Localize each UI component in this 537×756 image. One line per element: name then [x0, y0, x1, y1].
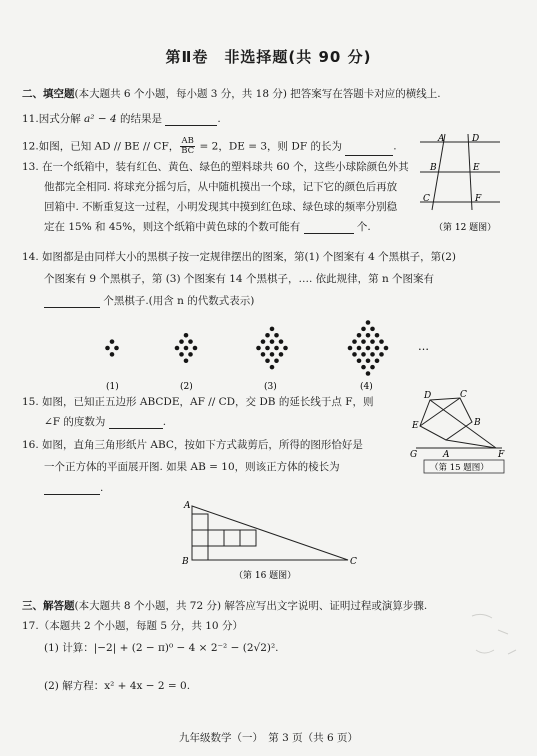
black-piece: [357, 346, 362, 351]
black-piece: [279, 352, 284, 357]
black-piece: [188, 352, 193, 357]
label-b: B: [474, 418, 481, 428]
fraction-numerator: AB: [181, 136, 194, 146]
q15-line-1: 15. 如图，已知正五边形 ABCDE，AF // CD，交 DB 的延长线于点 F，则: [22, 396, 374, 408]
q14-line-2: 个图案有 9 个黑棋子，第 (3) 个图案有 14 个黑棋子，…. 依此规律，第 n 个图案有: [44, 273, 435, 285]
figure-15: [410, 388, 515, 480]
q13-line-3: 回箱中. 不断重复这一过程，小明发现其中摸到红色球、绿色球的频率分别稳: [44, 201, 398, 213]
q14-line-3: [44, 295, 254, 308]
answer-blank[interactable]: [44, 494, 100, 495]
q12-fraction: [180, 137, 195, 156]
figure-15-caption: （第 15 题图）: [430, 463, 489, 473]
q11: 11.因式分解 a² − 4 的结果是 .: [22, 113, 221, 125]
black-piece: [361, 352, 366, 357]
q13-line-1: 13. 在一个纸箱中，装有红色、黄色、绿色的塑料球共 60 个，这些小球除颜色外其: [22, 161, 409, 173]
answer-blank[interactable]: [304, 233, 354, 234]
q16-line-2: 一个正方体的平面展开图. 如果 AB = 10，则该正方体的棱长为: [44, 461, 340, 473]
black-piece: [370, 327, 375, 332]
label-c: C: [350, 557, 357, 567]
answer-blank[interactable]: [345, 155, 393, 156]
part3-heading: 三、解答题: [22, 600, 75, 612]
q17-header: 17.（本题共 2 个小题，每题 5 分，共 10 分）: [22, 620, 243, 632]
black-piece: [375, 333, 380, 338]
answer-blank[interactable]: [165, 125, 217, 126]
label-a: A: [443, 450, 450, 460]
q11-number: 11.: [22, 113, 39, 125]
label-b: B: [182, 557, 189, 567]
q12-text-b: = 2，DE = 3，则 DF 的长为: [196, 140, 342, 153]
part2-line: [22, 88, 441, 101]
black-piece: [175, 346, 180, 351]
black-piece: [379, 339, 384, 344]
net-square: [192, 546, 208, 560]
black-piece: [379, 352, 384, 357]
line-df: [430, 400, 496, 448]
cube-net: [192, 514, 256, 560]
label-a: A: [184, 501, 191, 511]
triangle-abc: [192, 506, 348, 560]
black-piece: [279, 339, 284, 344]
black-piece: [357, 333, 362, 338]
black-piece: [370, 365, 375, 370]
black-piece: [274, 346, 279, 351]
q15-line-2-text: ∠F 的度数为: [44, 416, 106, 428]
black-piece: [270, 339, 275, 344]
black-piece: [179, 352, 184, 357]
net-square: [240, 530, 256, 546]
q13-line-4-text: 定在 15% 和 45%，则这个纸箱中黄色球的个数可能有: [44, 221, 301, 233]
answer-blank[interactable]: [109, 428, 163, 429]
black-piece: [366, 320, 371, 325]
q17-sub1: (1) 计算：|−2| + (2 − π)⁰ − 4 × 2⁻² − (2√2)².: [44, 642, 279, 654]
figure-12-caption: （第 12 题图）: [434, 223, 497, 233]
section-title: 第Ⅱ卷 非选择题(共 90 分): [165, 48, 372, 66]
black-piece: [270, 352, 275, 357]
pattern-4: [348, 320, 389, 376]
label-b: B: [430, 163, 437, 173]
q12: 12.如图，已知 AD // BE // CF， $\frac{AB}{BC}$ = 2，DE = 3，则 DF 的长为 .: [22, 136, 397, 156]
black-piece: [188, 339, 193, 344]
net-square: [224, 530, 240, 546]
label-a: A: [438, 134, 445, 144]
black-piece: [352, 352, 357, 357]
black-piece: [179, 339, 184, 344]
part3-instruction: (本大题共 8 个小题，共 72 分) 解答应写出文字说明、证明过程或演算步骤.: [74, 600, 428, 612]
black-piece: [270, 365, 275, 370]
net-square: [192, 514, 208, 530]
black-piece: [265, 333, 270, 338]
black-piece: [366, 358, 371, 363]
show-through-marks: [468, 610, 528, 670]
black-piece: [261, 352, 266, 357]
black-piece: [270, 327, 275, 332]
figure-12: [412, 130, 504, 236]
black-piece: [114, 346, 119, 351]
q13-tail: 个.: [356, 221, 371, 233]
pattern-1: [105, 339, 119, 356]
black-piece: [366, 346, 371, 351]
fraction-denominator: BC: [181, 146, 195, 156]
black-piece: [384, 346, 389, 351]
label-g: G: [410, 450, 418, 460]
black-piece: [274, 358, 279, 363]
pattern-ellipsis: …: [418, 340, 429, 353]
show-through-stroke: [472, 614, 516, 654]
black-piece: [265, 346, 270, 351]
black-piece: [375, 358, 380, 363]
black-piece: [265, 358, 270, 363]
black-piece: [375, 346, 380, 351]
label-f: F: [475, 194, 482, 204]
black-piece: [366, 371, 371, 376]
net-square: [192, 530, 208, 546]
black-piece: [184, 346, 189, 351]
label-e: E: [473, 163, 480, 173]
black-piece: [184, 333, 189, 338]
black-piece: [361, 365, 366, 370]
page-footer: 九年级数学（一） 第 3 页（共 6 页）: [179, 732, 358, 744]
line-ec: [420, 398, 460, 426]
q14-line-1: 14. 如图都是由同样大小的黑棋子按一定规律摆出的图案，第(1) 个图案有 4 个黑棋子，第(2): [22, 251, 456, 263]
q11-text: 因式分解: [38, 113, 85, 125]
figure-16: [178, 498, 368, 584]
answer-blank[interactable]: [44, 307, 100, 308]
q12-number: 12.: [22, 140, 39, 153]
black-piece: [361, 327, 366, 332]
part3-line: [22, 600, 427, 613]
q13-line-4: [44, 221, 371, 234]
q11-expression: a² − 4: [84, 113, 117, 125]
label-c: C: [423, 194, 430, 204]
q15-tail: .: [162, 416, 167, 428]
part2-heading: 二、填空题: [22, 88, 75, 100]
black-piece: [352, 339, 357, 344]
line-af: [446, 440, 496, 448]
pattern-2: [175, 333, 198, 363]
black-piece: [105, 346, 110, 351]
q14-tail: 个黑棋子.(用含 n 的代数式表示): [103, 295, 255, 307]
black-piece: [261, 339, 266, 344]
pattern-label-2: (2): [180, 382, 193, 392]
figure-14-patterns: [90, 318, 450, 392]
q17-sub2: (2) 解方程：x² + 4x − 2 = 0.: [44, 680, 191, 692]
pattern-label-4: (4): [360, 382, 373, 392]
black-piece: [256, 346, 261, 351]
net-square: [208, 530, 224, 546]
black-piece: [357, 358, 362, 363]
black-piece: [283, 346, 288, 351]
label-c: C: [460, 390, 467, 400]
label-e: E: [412, 421, 419, 431]
q15-line-2: [44, 416, 166, 429]
black-piece: [348, 346, 353, 351]
label-f: F: [498, 450, 505, 460]
part2-instruction: (本大题共 6 个小题，每小题 3 分，共 18 分) 把答案写在答题卡对应的横线上.: [74, 88, 441, 100]
q13-line-2: 他都完全相同. 将球充分摇匀后，从中随机摸出一个球，记下它的颜色后再放: [44, 181, 398, 193]
pattern-label-1: (1): [106, 382, 119, 392]
q16-line-1: 16. 如图，直角三角形纸片 ABC，按如下方式裁剪后，所得的图形恰好是: [22, 439, 363, 451]
black-piece: [110, 352, 115, 357]
label-d: D: [472, 134, 480, 144]
black-piece: [370, 339, 375, 344]
black-piece: [366, 333, 371, 338]
figure-16-caption: （第 16 题图）: [234, 571, 297, 581]
label-d: D: [424, 391, 432, 401]
q16-line-3: [44, 482, 103, 495]
black-piece: [361, 339, 366, 344]
q16-tail: .: [100, 482, 104, 494]
black-piece: [193, 346, 198, 351]
black-piece: [184, 358, 189, 363]
pattern-label-3: (3): [264, 382, 277, 392]
pentagon-abcde: [420, 398, 472, 440]
black-piece: [110, 339, 115, 344]
pattern-3: [256, 327, 288, 370]
black-piece: [274, 333, 279, 338]
q12-text: 如图，已知 AD // BE // CF，: [38, 140, 180, 153]
q11-text-b: 的结果是: [116, 113, 163, 125]
black-piece: [370, 352, 375, 357]
